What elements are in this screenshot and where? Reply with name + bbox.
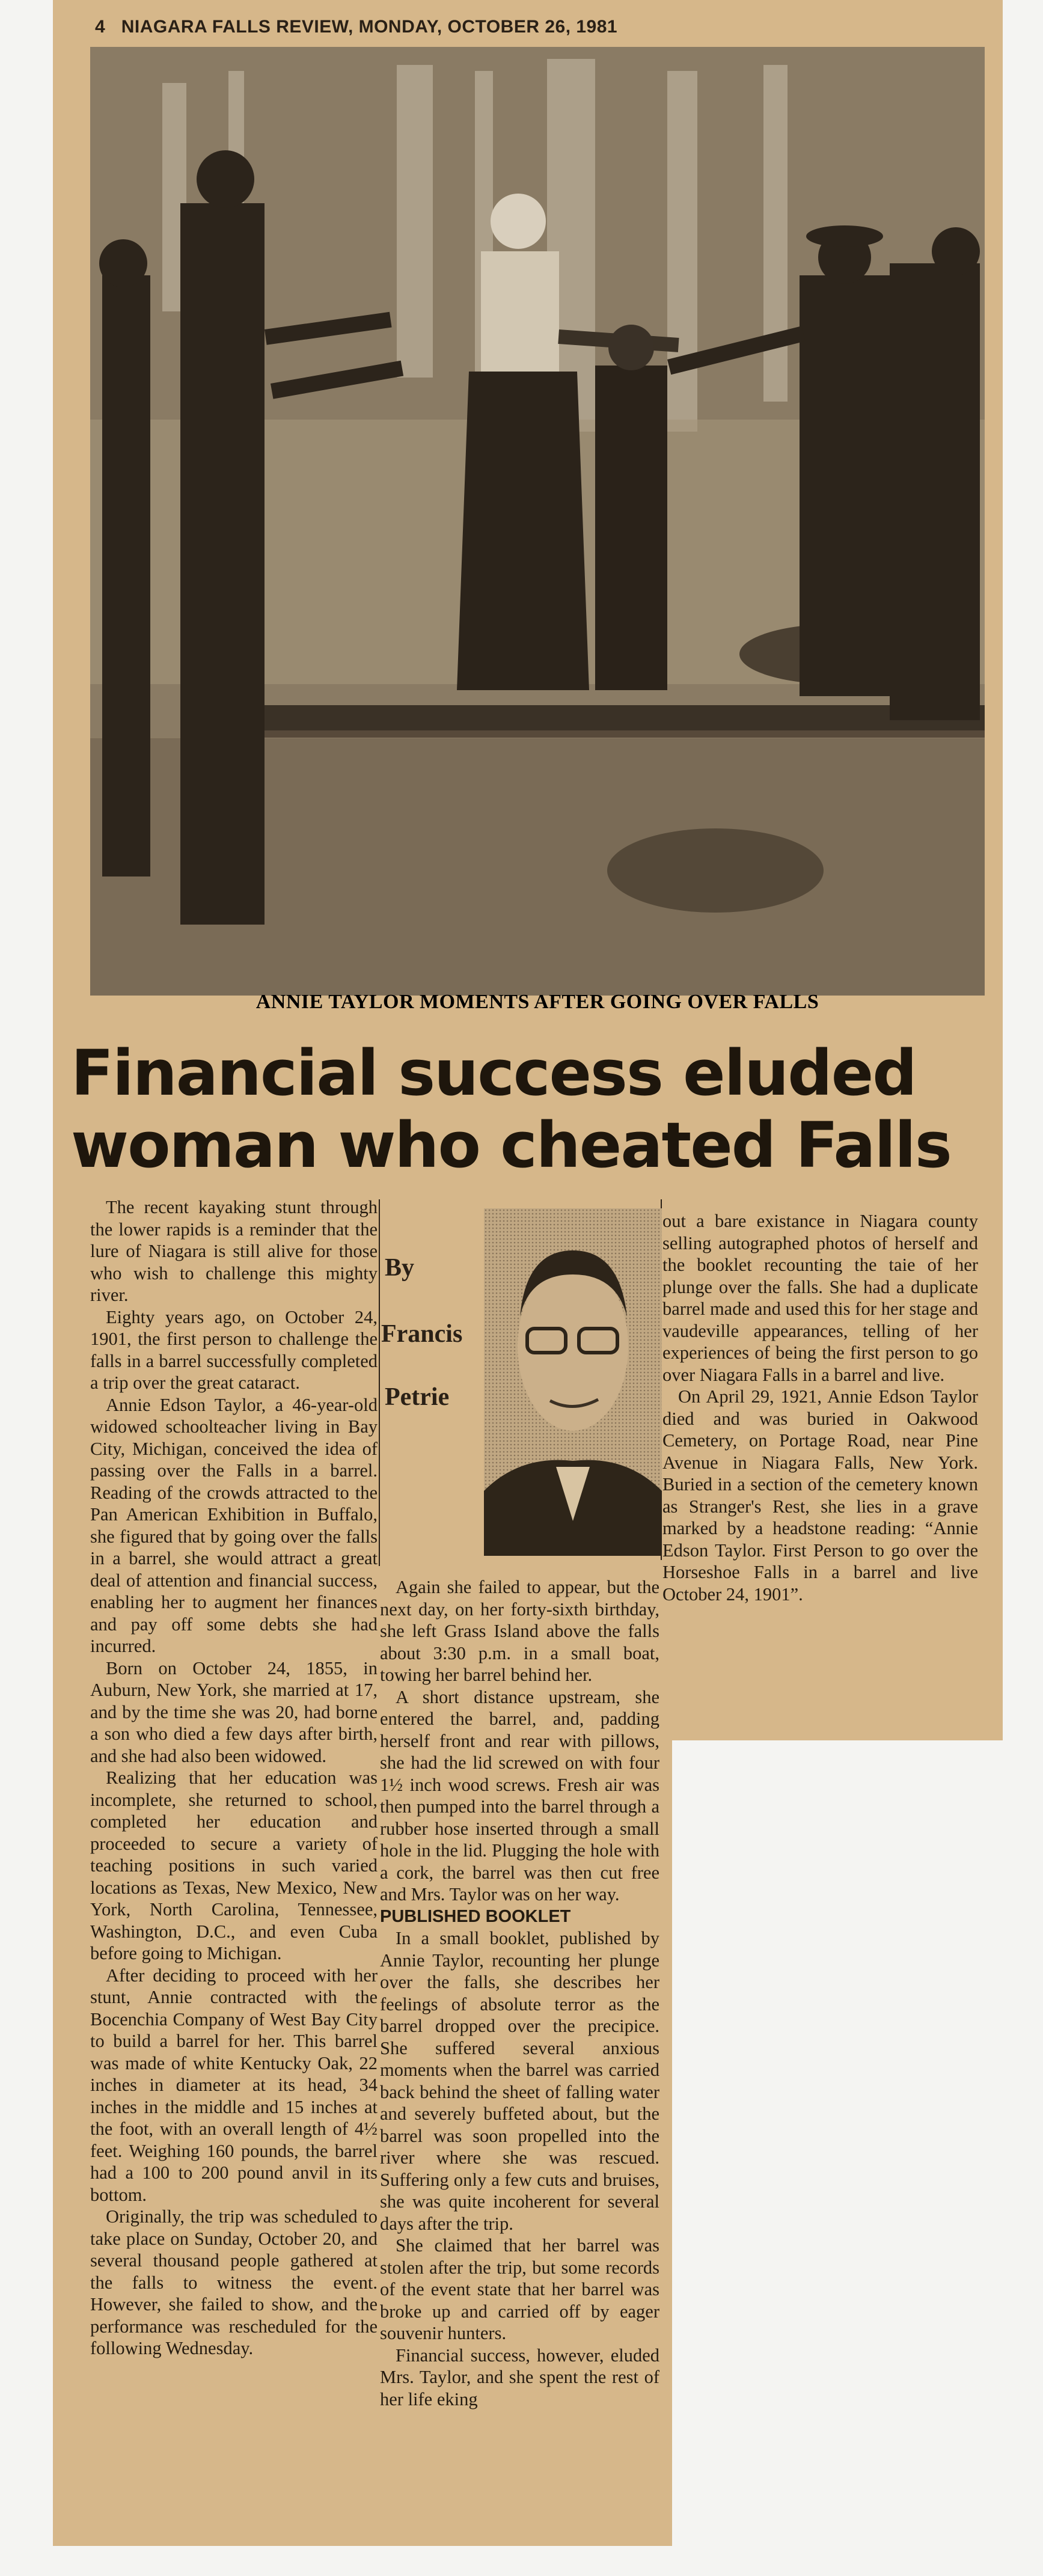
subhead: PUBLISHED BOOKLET	[380, 1906, 571, 1926]
paragraph: After deciding to proceed with her stunt, Annie contracted with the Bocenchia Company of West Bay City to build a barrel for her. This barrel was made of white Kentucky Oak, 22 inches in diameter at its head, 34 inches in the middle and 15 inches at the foot, with an overall length of 4½ feet. Weighing 160 pounds, the barrel had a 100 to 200 pound anvil in its bottom.	[90, 1965, 378, 2205]
byline-first-name: Francis	[381, 1320, 463, 1348]
paragraph: Eighty years ago, on October 24, 1901, the first person to challenge the falls in a barrel successfully completed a trip over the great cataract.	[90, 1306, 378, 1393]
paragraph: Originally, the trip was scheduled to take place on Sunday, October 20, and several thousand people gathered at the falls to witness the event. However, she failed to show, and the performance was rescheduled for the following Wednesday.	[90, 2206, 378, 2358]
headline-line-2: woman who cheated Falls	[71, 1109, 951, 1182]
masthead	[95, 17, 997, 37]
column-rule-left	[379, 1199, 380, 1566]
paragraph: Realizing that her education was incomplete, she returned to school, completed her education and proceeded to secure a variety of teaching positions in such varied locations as Texas, New Mexico, New York, North Carolina, Tennessee, Washington, D.C., and even Cuba before going to Michigan.	[90, 1767, 378, 1963]
publication-line: NIAGARA FALLS REVIEW, MONDAY, OCTOBER 26, 1981	[121, 17, 618, 37]
article-column-3	[662, 1210, 978, 1605]
author-portrait	[484, 1208, 662, 1556]
paragraph: On April 29, 1921, Annie Edson Taylor died and was buried in Oakwood Cemetery, on Portage Road, near Pine Avenue in Niagara Falls, New York. Buried in a section of the cemetery known as Stranger's Rest, she lies in a grave marked by a headstone reading: “Annie Edson Taylor. First Person to go over the Horseshoe Falls in a barrel and live October 24, 1901”.	[662, 1386, 978, 1605]
paragraph: Financial success, however, eluded Mrs. Taylor, and she spent the rest of her life eking	[380, 2345, 659, 2409]
article-column-2	[380, 1576, 659, 2410]
photo-caption: ANNIE TAYLOR MOMENTS AFTER GOING OVER FALLS	[255, 991, 819, 1013]
headline-line-1: Financial success eluded	[71, 1036, 916, 1110]
byline-by: By	[385, 1254, 415, 1282]
paragraph: out a bare existance in Niagara county selling autographed photos of herself and the booklet recounting the taie of her plunge over the falls. She had a duplicate barrel made and used this for her stage and vaudeville appearances, telling of her experiences of being the first person to go over Niagara Falls in a barrel and live.	[662, 1211, 978, 1385]
article-column-1	[90, 1196, 378, 2360]
paragraph: She claimed that her barrel was stolen after the trip, but some records of the event state that her barrel was broke up and carried off by eager souvenir hunters.	[380, 2235, 659, 2343]
paragraph: A short distance upstream, she entered the barrel, and, padding herself front and rear with pillows, she had the lid screwed on with four 1½ inch wood screws. Fresh air was then pumped into the barrel through a rubber hose inserted through a small hole in the lid. Plugging the hole with a cork, the barrel was then cut free and Mrs. Taylor was on her way.	[380, 1686, 659, 1904]
paragraph: Born on October 24, 1855, in Auburn, New York, she married at 17, and by the time she was 20, had borne a son who died a few days after birth, and she had also been widowed.	[90, 1657, 378, 1766]
news-photo	[90, 47, 985, 996]
paragraph: The recent kayaking stunt through the lower rapids is a reminder that the lure of Niagara is still alive for those who wish to challenge this mighty river.	[90, 1197, 378, 1305]
headline	[71, 1037, 991, 1181]
paragraph: Again she failed to appear, but the next day, on her forty-sixth birthday, she left Grass Island above the falls about 3:30 p.m. in a small boat, towing her barrel behind her.	[380, 1577, 659, 1685]
paragraph: Annie Edson Taylor, a 46-year-old widowed schoolteacher living in Bay City, Michigan, conceived the idea of passing over the Falls in a barrel. Reading of the crowds attracted to the Pan American Exhibition in Buffalo, she figured that by going over the falls in a barrel, she would attract a great deal of attention and financial success, enabling her to augment her finances and pay off some debts she had incurred.	[90, 1394, 378, 1656]
byline-last-name: Petrie	[385, 1383, 450, 1411]
paragraph: In a small booklet, published by Annie Taylor, recounting her plunge over the falls, she describes her feelings of absolute terror as the barrel dropped over the precipice. She suffered several anxious moments when the barrel was carried back behind the sheet of falling water and severely buffeted about, but the barrel was soon propelled into the river where she was rescued. Suffering only a few cuts and bruises, she was quite incoherent for several days after the trip.	[380, 1928, 659, 2234]
page-number: 4	[95, 17, 106, 37]
